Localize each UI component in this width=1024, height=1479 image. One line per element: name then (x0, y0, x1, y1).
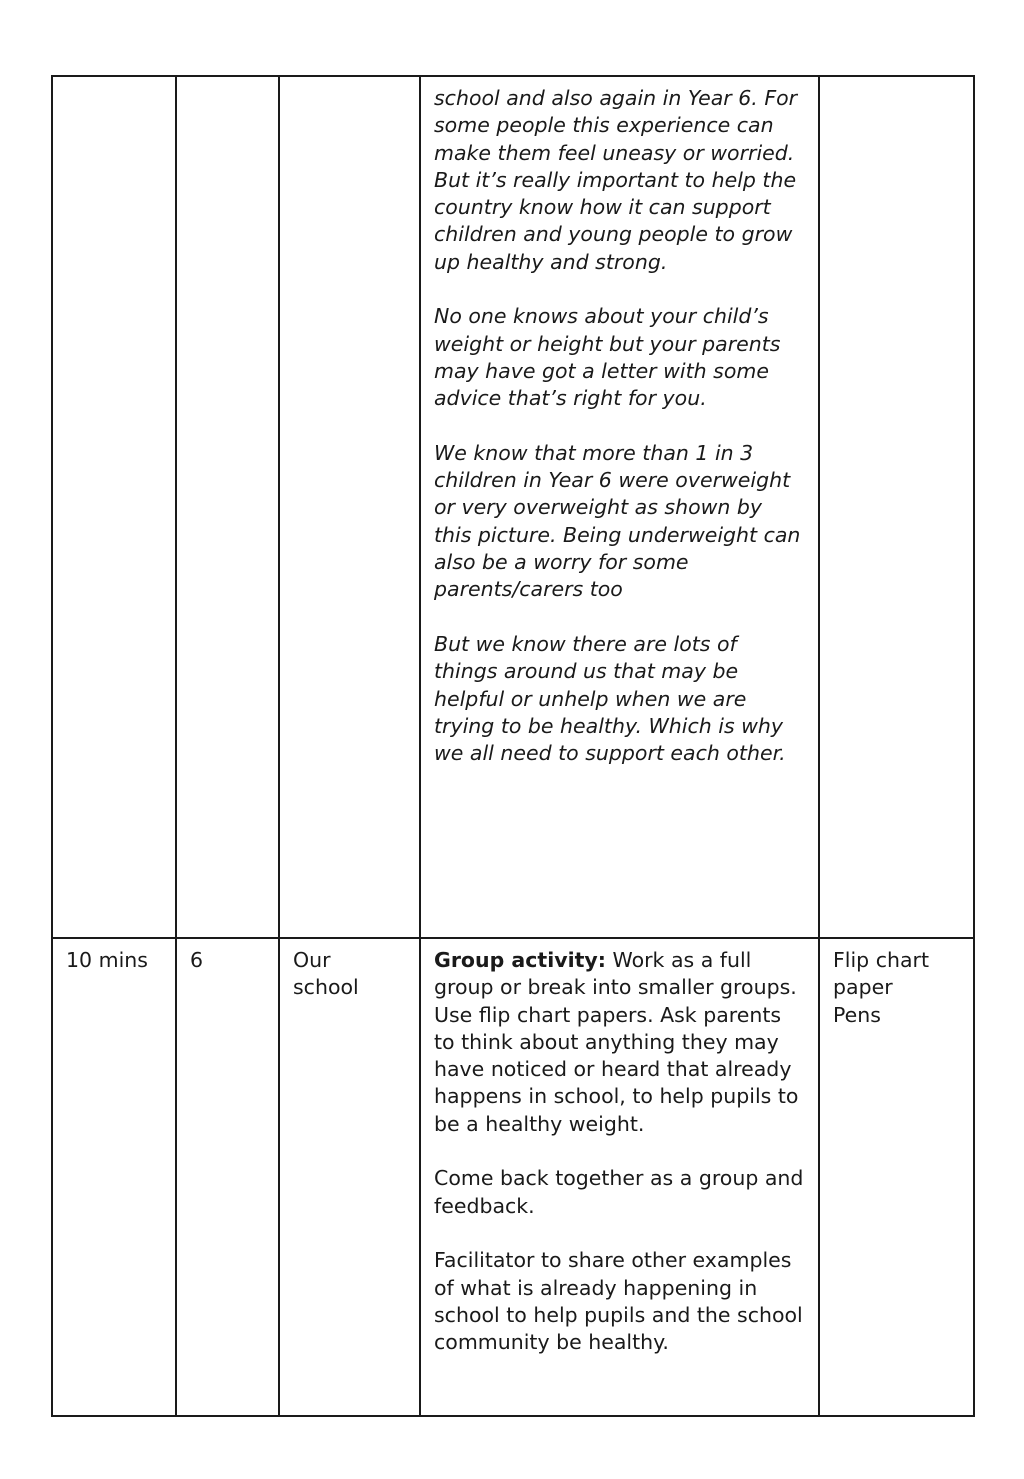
activity-paragraph: But we know there are lots of things around us that may be helpful or unhelp when we are trying to be healthy. Which is why we all need to support each other. (434, 631, 786, 766)
activity-text: Work as a full group or break into smaller groups. Use flip chart papers. Ask parents to think about anything they may have noticed or heard that already happens in school, to help pupils to be a healthy weight. (434, 948, 799, 1136)
resources-cell (819, 76, 974, 938)
activity-cell (420, 938, 819, 1416)
activity-paragraph: Come back together as a group and feedback. (434, 1166, 804, 1218)
resource-item: paper (833, 975, 893, 1000)
resource-item: Pens (833, 1002, 881, 1027)
topic-line: Our (293, 948, 331, 972)
activity-paragraph: school and also again in Year 6. For some people this experience can make them feel uneasy or worried. But it’s really important to help the country know how it can support children and young people to grow up healthy and strong. (434, 86, 798, 274)
topic-cell (279, 76, 420, 938)
table-row (52, 938, 974, 1416)
activity-paragraph: We know that more than 1 in 3 children in Year 6 were overweight or very overweight as shown by this picture. Being underweight can also be a worry for some parents/carers too (434, 440, 801, 602)
number-cell (176, 76, 279, 938)
time-cell (52, 76, 176, 938)
topic-line: school (293, 975, 359, 1000)
activity-paragraph: Facilitator to share other examples of what is already happening in school to help pupils and the school community be healthy. (434, 1248, 803, 1355)
topic-cell (279, 938, 420, 1416)
time-cell: 10 mins (52, 938, 176, 1416)
resource-item: Flip chart (833, 948, 930, 972)
resources-cell (819, 938, 974, 1416)
session-plan-table (51, 75, 975, 1417)
activity-label: Group activity: (434, 948, 606, 972)
number-cell: 6 (176, 938, 279, 1416)
activity-paragraph: No one knows about your child’s weight or height but your parents may have got a letter with some advice that’s right for you. (434, 304, 781, 411)
table-row (52, 76, 974, 938)
activity-cell (420, 76, 819, 938)
activity-paragraph (434, 947, 805, 1138)
